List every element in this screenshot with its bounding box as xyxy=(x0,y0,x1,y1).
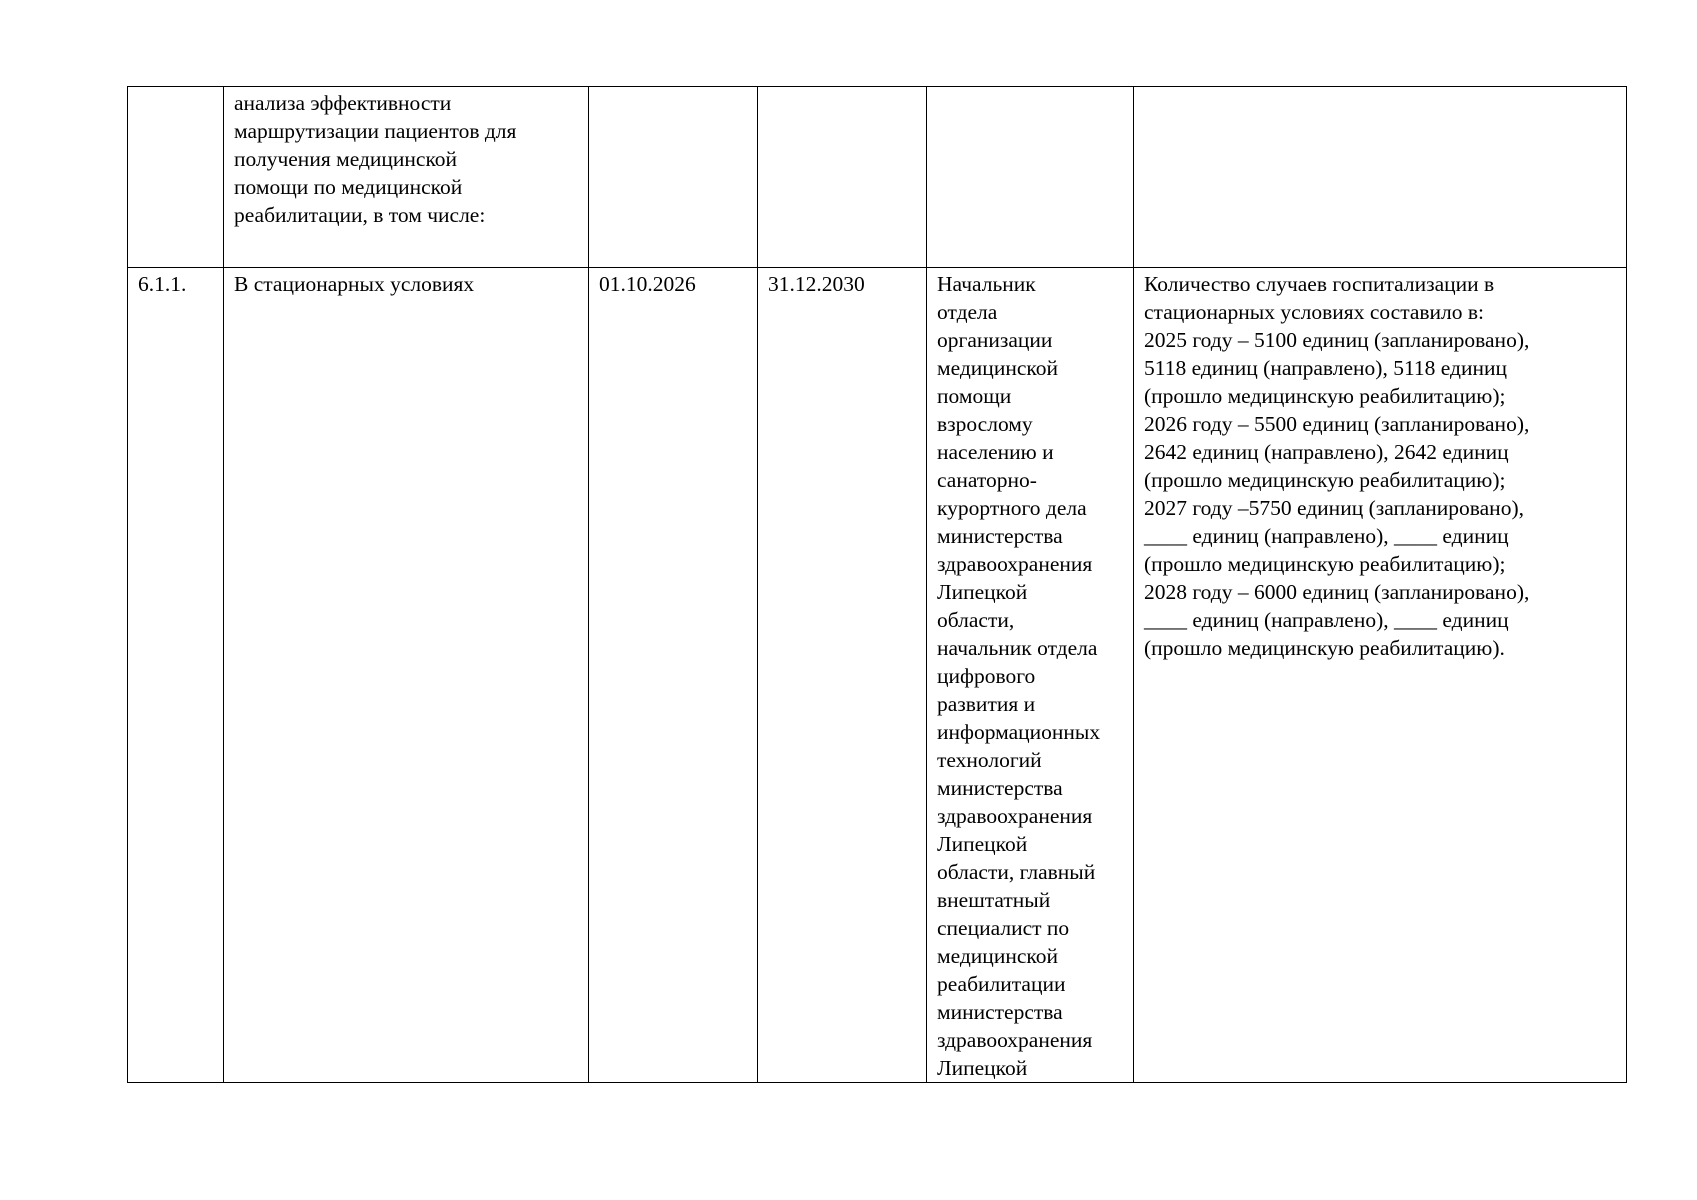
table-row xyxy=(128,87,1627,268)
cell-start-date: 01.10.2026 xyxy=(589,268,758,1083)
cell-responsible: Начальник отдела организации медицинской помощи взрослому населению и санаторно- курортного дела министерства здравоохранения Липецкой области, начальник отдела цифрового развития и информационных технологий министерства здравоохранения Липецкой области, главный внештатный специалист по медицинской реабилитации министерства здравоохранения Липецкой xyxy=(927,268,1134,1083)
cell-result: Количество случаев госпитализации в стационарных условиях составило в: 2025 году – 5100 единиц (запланировано), 5118 единиц (направлено), 5118 единиц (прошло медицинскую реабилитацию); 2026 году – 5500 единиц (запланировано), 2642 единиц (направлено), 2642 единиц (прошло медицинскую реабилитацию); 2027 году –5750 единиц (запланировано), ____ единиц (направлено), ____ единиц (прошло медицинскую реабилитацию); 2028 году – 6000 единиц (запланировано), ____ единиц (направлено), ____ единиц (прошло медицинскую реабилитацию). xyxy=(1134,268,1627,1083)
cell-start-date xyxy=(589,87,758,268)
cell-number xyxy=(128,87,224,268)
cell-activity-name: анализа эффективности маршрутизации пациентов для получения медицинской помощи по медицинской реабилитации, в том числе: xyxy=(224,87,589,268)
cell-end-date xyxy=(758,87,927,268)
table-row xyxy=(128,268,1627,1083)
cell-responsible xyxy=(927,87,1134,268)
cell-end-date: 31.12.2030 xyxy=(758,268,927,1083)
document-table xyxy=(127,86,1627,1083)
cell-activity-name: В стационарных условиях xyxy=(224,268,589,1083)
cell-result xyxy=(1134,87,1627,268)
cell-number: 6.1.1. xyxy=(128,268,224,1083)
